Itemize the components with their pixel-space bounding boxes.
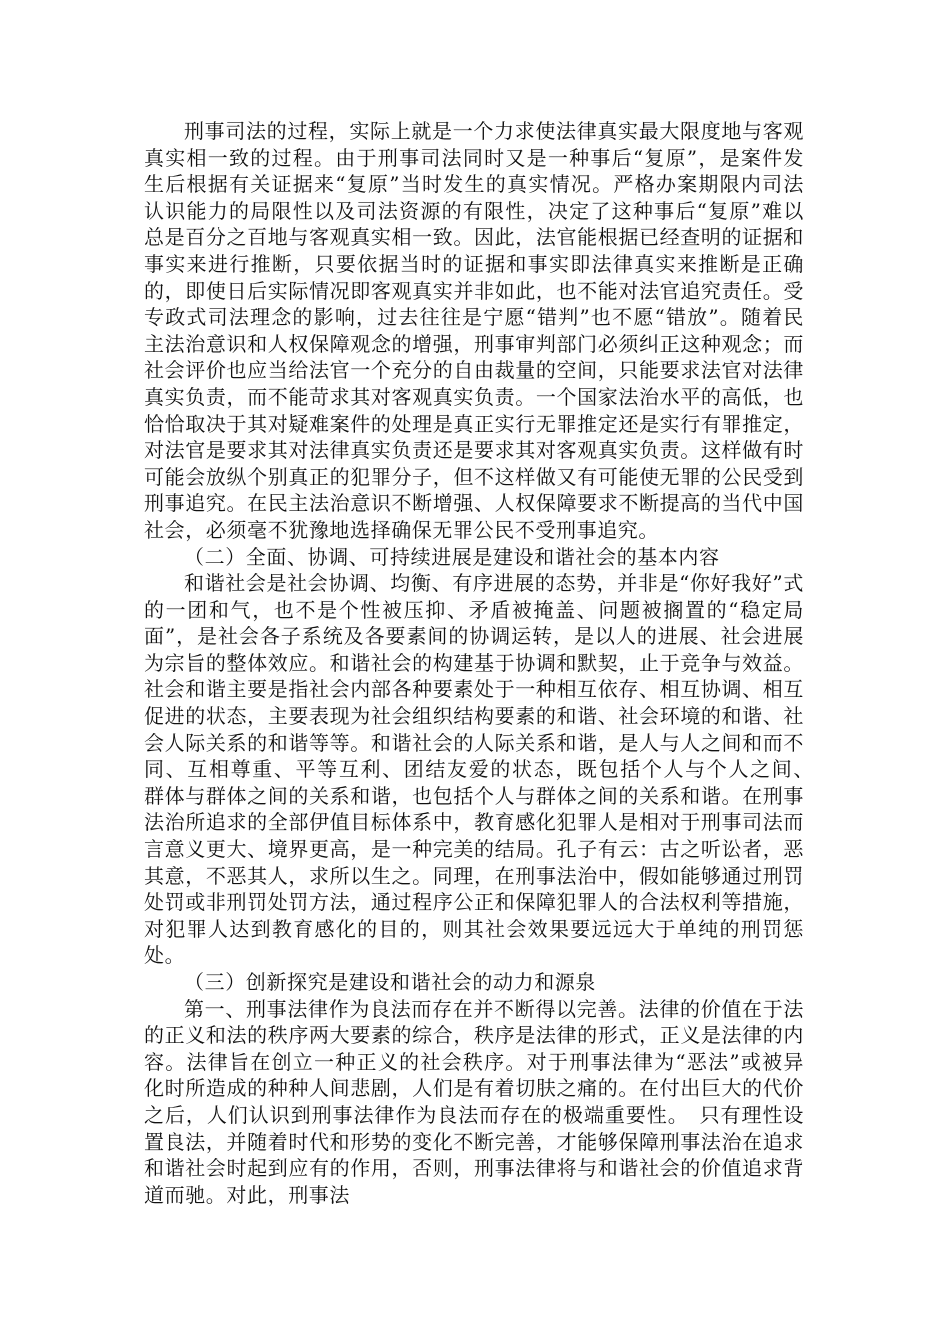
section-heading-3: （三）创新探究是建设和谐社会的动力和源泉	[184, 970, 596, 994]
document-body	[144, 118, 825, 1208]
paragraph-good-law: 第一、刑事法律作为良法而存在并不断得以完善。法律的价值在于法的正义和法的秩序两大要素的综合，秩序是法律的形式，正义是法律的内容。法律旨在创立一种正义的社会秩序。对于刑事法律为“恶法”或被异化时所造成的种种人间悲剧，人们是有着切肤之痛的。在付出巨大的代价之后，人们认识到刑事法律作为良法而存在的极端重要性。 只有理性设置良法，并随着时代和形势的变化不断完善，才能够保障刑事法治在追求和谐社会时起到应有的作用，否则，刑事法律将与和谐社会的价值追求背道而驰。对此，刑事法	[144, 996, 804, 1207]
paragraph-judicial-truth: 刑事司法的过程，实际上就是一个力求使法律真实最大限度地与客观真实相一致的过程。由于刑事司法同时又是一种事后“复原”，是案件发生后根据有关证据来“复原”当时发生的真实情况。严格办案期限内司法认识能力的局限性以及司法资源的有限性，决定了这种事后“复原”难以总是百分之百地与客观真实相一致。因此，法官能根据已经查明的证据和事实来进行推断，只要依据当时的证据和事实即法律真实来推断是正确的，即使日后实际情况即客观真实并非如此，也不能对法官追究责任。受专政式司法理念的影响，过去往往是宁愿“错判”也不愿“错放”。随着民主法治意识和人权保障观念的增强，刑事审判部门必须纠正这种观念；而社会评价也应当给法官一个充分的自由裁量的空间，只能要求法官对法律真实负责，而不能苛求其对客观真实负责。一个国家法治水平的高低，也恰恰取决于其对疑难案件的处理是真正实行无罪推定还是实行有罪推定，对法官是要求其对法律真实负责还是要求其对客观真实负责。这样做有时可能会放纵个别真正的犯罪分子，但不这样做又有可能使无罪的公民受到刑事追究。在民主法治意识不断增强、人权保障要求不断提高的当代中国社会，必须毫不犹豫地选择确保无罪公民不受刑事追究。	[144, 119, 804, 542]
paragraph-harmonious-society: 和谐社会是社会协调、均衡、有序进展的态势，并非是“你好我好”式的一团和气，也不是个性被压抑、矛盾被掩盖、问题被搁置的“稳定局面”，是社会各子系统及各要素间的协调运转，是以人的进展、社会进展为宗旨的整体效应。和谐社会的构建基于协调和默契，止于竞争与效益。社会和谐主要是指社会内部各种要素处于一种相互依存、相互协调、相互促进的状态，主要表现为社会组织结构要素的和谐、社会环境的和谐、社会人际关系的和谐等等。和谐社会的人际关系和谐，是人与人之间和而不同、互相尊重、平等互利、团结友爱的状态，既包括个人与个人之间、 群体与群体之间的关系和谐，也包括个人与群体之间的关系和谐。在刑事法治所追求的全部伊值目标体系中，教育感化犯罪人是相对于刑事司法而言意义更大、境界更高，是一种完美的结局。孔子有云：古之听讼者，恶其意，不恶其人，求所以生之。同理，在刑事法治中，假如能够通过刑罚处罚或非刑罚处罚方法，通过程序公正和保障犯罪人的合法权利等措施，对犯罪人达到教育感化的目的，则其社会效果要远远大于单纯的刑罚惩处。	[144, 571, 825, 968]
section-heading-2: （二）全面、协调、可持续进展是建设和谐社会的基本内容	[184, 544, 720, 569]
